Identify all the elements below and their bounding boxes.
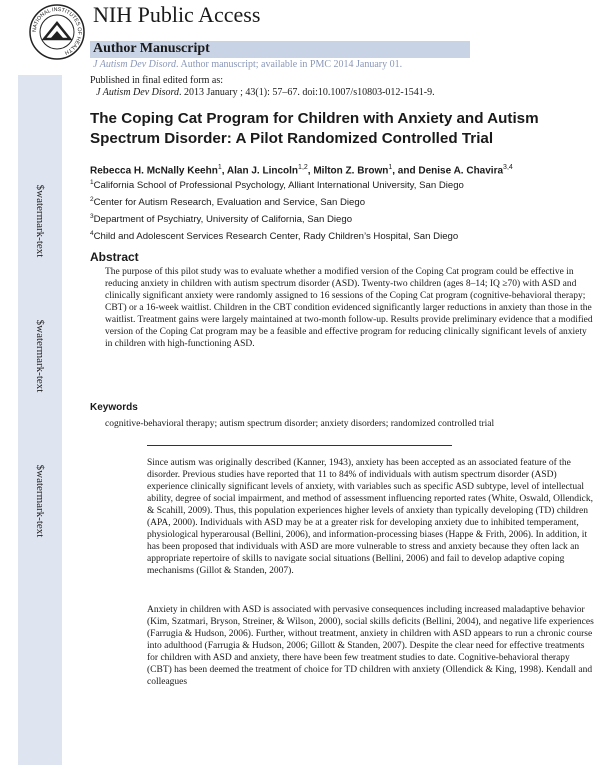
abstract-text: The purpose of this pilot study was to evaluate whether a modified version of the Coping Cat program could be effective in reducing anxiety in children with autism spectrum disorder (ASD). Twenty-two children (ages 8–14; IQ ≥70) with ASD and clinically significant anxiety were randomly assigned to 16 sessions of the Coping Cat program (cognitive-behavioral therapy; CBT) or a 16-week waitlist. Children in the CBT condition evidenced significantly larger reductions in anxiety than those in the waitlist. Treatment gains were largely maintained at two-month follow-up. Results provide preliminary evidence that a modified version of the Coping Cat program may be a feasible and effective program for reducing clinically significant levels of anxiety in children with high-functioning ASD. [105,267,593,349]
author-name: Denise A. Chavira [418,165,504,177]
published-form-label: Published in final edited form as: [90,75,224,86]
affiliation: $^1$California School of Professional Psychology, Alliant International University, San Diego [90,179,464,192]
watermark-text: $watermark-text [34,319,46,393]
keywords-text: cognitive-behavioral therapy; autism spectrum disorder; anxiety disorders; randomized controlled trial [105,419,495,429]
watermark-text: $watermark-text [34,184,46,258]
watermark-sidebar [18,75,62,765]
affiliation: $^4$Child and Adolescent Services Research Center, Rady Children’s Hospital, San Diego [90,230,459,243]
author-manuscript-label: Author Manuscript [93,41,210,56]
article-title: The Coping Cat Program for Children with Anxiety and Autism Spectrum Disorder: A Pilot Randomized Controlled Trial [90,110,539,147]
affiliation: $^3$Department of Psychiatry, University of California, San Diego [90,213,353,226]
nih-seal-logo [28,3,86,61]
author-name: Milton Z. Brown [313,165,389,177]
affiliation: $^2$Center for Autism Research, Evaluation and Service, San Diego [90,196,366,209]
body-paragraph: Anxiety in children with ASD is associated with pervasive consequences including increased maladaptive behavior (Kim, Szatmari, Bryson, Streiner, & Wilson, 2000), social skills deficits (Bellini, 2004), and negative life experiences (Farrugia & Hudson, 2006). Further, without treatment, anxiety in children with ASD appears to run a chronic course into adulthood (Farrugia & Hudson, 2006; Gillott & Standen, 2007). Despite the clear need for effective treatments for children with ASD and anxiety, there have been few treatment studies to date. Cognitive-behavioral therapy (CBT) has been deemed the treatment of choice for TD children with anxiety (Ollendick & King, 1998). Kendall and colleagues [147,605,594,687]
journal-citation: J Autism Dev Disord. 2013 January ; 43(1): 57–67. doi:10.1007/s10803-012-1541-9. [96,87,435,98]
author-list: Rebecca H. McNally Keehn$^1$, Alan J. Lincoln$^{1,2}$, Milton Z. Brown$^1$, and Denise A. Chavira$^{3,4}$ [90,164,513,177]
manuscript-citation: J Autism Dev Disord. Author manuscript; available in PMC 2014 January 01. [93,59,403,70]
logo-text: NATIONAL INSTITUTES OF HEALTH [31,6,83,56]
section-divider [147,445,452,446]
author-name: Rebecca H. McNally Keehn [90,165,218,177]
watermark-text: $watermark-text [34,464,46,538]
nih-public-access-title: NIH Public Access [93,2,261,27]
abstract-heading: Abstract [90,250,139,264]
author-name: Alan J. Lincoln [226,165,299,177]
body-paragraph: Since autism was originally described (Kanner, 1943), anxiety has been accepted as an associated feature of the disorder. Previous studies have reported that 11 to 84% of individuals with autism spectrum disorder (ASD) experience clinically significant levels of anxiety, with variables such as specific ASD subtype, level of intellectual ability, degree of social impairment, and method of assessment influencing reported rates (White, Oswald, Ollendick, & Scahill, 2009). Thus, this population experiences higher levels of anxiety than typically developing (TD) children (APA, 2000). Individuals with ASD may be at a greater risk for developing anxiety due to inhibited temperament, physiological hyperarousal (Bellini, 2006), and information-processing biases (Happe & Frith, 2006). In addition, it has been proposed that individuals with ASD are more vulnerable to stress and anxiety because they often lack an appropriate repertoire of skills to navigate social situations (Bellini, 2006) and fail to develop adaptive coping mechanisms (Gillot & Standen, 2007). [147,458,594,576]
keywords-heading: Keywords [90,402,138,413]
